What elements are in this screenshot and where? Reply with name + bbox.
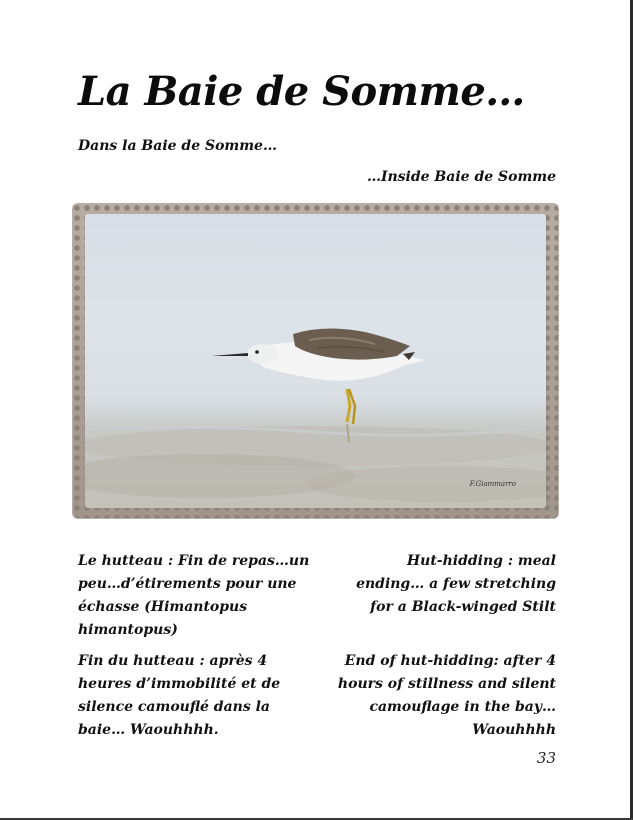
photographer-signature: F.Giammarro: [469, 480, 516, 488]
paragraph-2-english: End of hut-hidding: after 4 hours of stillness and silent camouflage in the bay… Waouhhhh: [337, 653, 556, 738]
subtitle-french: Dans la Baie de Somme…: [78, 138, 277, 154]
bird-photo: [85, 214, 546, 508]
paragraph-1-english: Hut-hidding : meal ending… a few stretching for a Black-winged Stilt: [356, 553, 556, 615]
subtitle-english: …Inside Baie de Somme: [366, 169, 556, 185]
bird-scene: [85, 214, 546, 508]
pebble-photo-frame: [72, 203, 559, 519]
page-number: 33: [536, 749, 556, 767]
paragraph-1-french: Le hutteau : Fin de repas…un peu…d’étirements pour une échasse (Himantopus himantopus): [78, 553, 310, 638]
paragraph-2-french: Fin du hutteau : après 4 heures d’immobilité et de silence camouflé dans la baie… Waouhhhh.: [78, 653, 281, 738]
page-title: La Baie de Somme…: [78, 68, 525, 115]
